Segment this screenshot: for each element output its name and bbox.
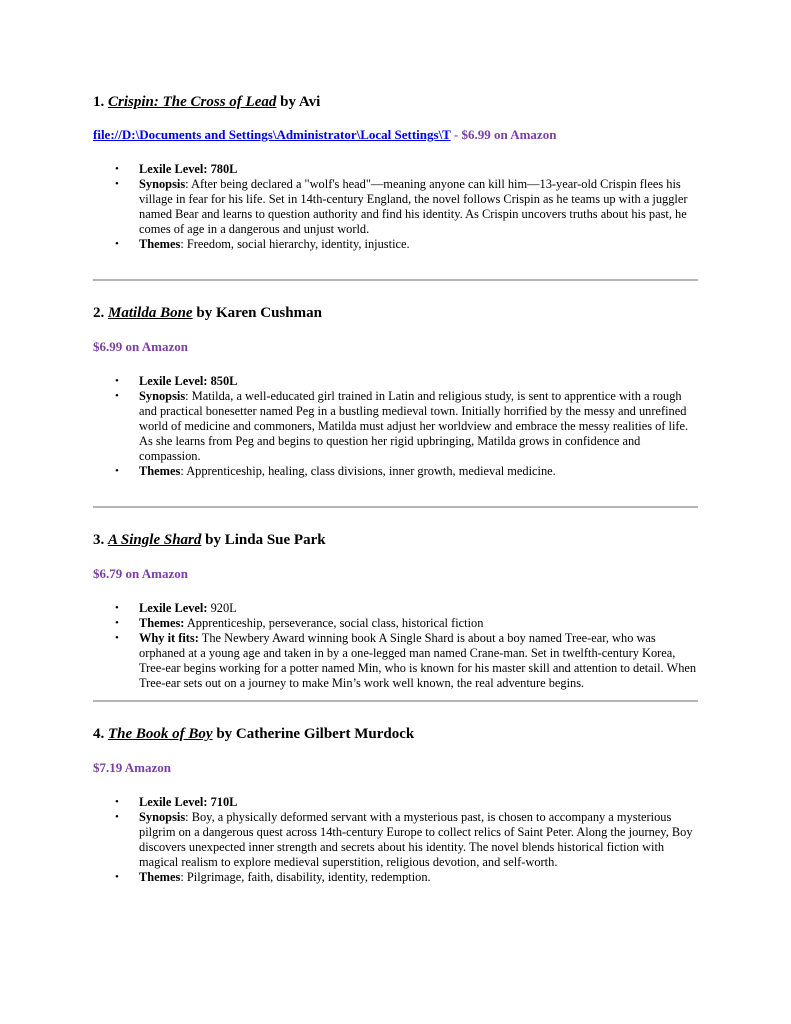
list-item-lexile bbox=[93, 795, 698, 810]
themes-label: Themes bbox=[139, 870, 181, 884]
book-number: 2. bbox=[93, 305, 105, 321]
section-divider bbox=[93, 506, 698, 508]
themes-text: Freedom, social hierarchy, identity, injustice. bbox=[186, 237, 410, 251]
book-title-link[interactable]: Crispin: The Cross of Lead bbox=[108, 94, 277, 110]
book-title-link[interactable]: Matilda Bone bbox=[108, 305, 193, 321]
bullet-icon: • bbox=[115, 811, 119, 823]
colon: : bbox=[185, 389, 189, 403]
list-item-themes bbox=[93, 464, 698, 479]
price-text: $6.99 on Amazon bbox=[93, 339, 188, 354]
file-link[interactable]: file://D:\Documents and Settings\Administrator\Local Settings\T bbox=[93, 127, 451, 142]
lexile-value: 850L bbox=[210, 374, 238, 388]
fits-text: The Newbery Award winning book A Single Shard is about a boy named Tree-ear, who was orphaned at a young age and taken in by a one-legged man named Crane-man. Set in twelfth-century Korea, Tree-ear begins working for a potter named Min, who is known for his master skill and attention to detail. When Tree-ear sets out on a journey to make Min’s work well known, the real adventure begins. bbox=[139, 631, 697, 690]
details-list bbox=[93, 162, 698, 252]
bullet-icon: • bbox=[115, 375, 119, 387]
themes-text: Apprenticeship, healing, class divisions, inner growth, medieval medicine. bbox=[186, 464, 556, 478]
bullet-icon: • bbox=[115, 632, 119, 644]
price-text: $6.79 on Amazon bbox=[93, 566, 188, 581]
synopsis-label: Synopsis bbox=[139, 177, 186, 191]
price-line bbox=[93, 760, 171, 776]
colon: : bbox=[203, 374, 208, 388]
bullet-icon: • bbox=[115, 238, 119, 250]
list-item-themes bbox=[93, 870, 698, 885]
bullet-icon: • bbox=[115, 796, 119, 808]
lexile-value: 920L bbox=[210, 601, 237, 615]
bullet-icon: • bbox=[115, 602, 119, 614]
price-line bbox=[93, 127, 556, 143]
price-line bbox=[93, 566, 188, 582]
list-item-lexile bbox=[93, 601, 698, 616]
price-line bbox=[93, 339, 188, 355]
synopsis-text: Matilda, a well-educated girl trained in Latin and religious study, is sent to apprentice with a rough and practical bonesetter named Peg in a bustling medieval town. Initially horrified by the messy and unrefined world of medicine and commoners, Matilda must adjust her worldview and embrace the messy realities of life. As she learns from Peg and begins to question her rigid upbringing, Matilda grows in confidence and compassion. bbox=[139, 389, 689, 463]
bullet-icon: • bbox=[115, 178, 119, 190]
lexile-value: 710L bbox=[210, 795, 238, 809]
book-heading bbox=[93, 93, 320, 111]
section-divider bbox=[93, 279, 698, 281]
book-heading bbox=[93, 725, 414, 743]
themes-label: Themes: bbox=[139, 616, 185, 630]
details-list bbox=[93, 374, 698, 479]
colon: : bbox=[203, 795, 208, 809]
bullet-icon: • bbox=[115, 871, 119, 883]
book-title-link[interactable]: The Book of Boy bbox=[108, 726, 213, 742]
lexile-value: 780L bbox=[210, 162, 238, 176]
colon: : bbox=[185, 177, 189, 191]
book-heading bbox=[93, 531, 326, 549]
themes-label: Themes bbox=[139, 464, 181, 478]
book-author: by Karen Cushman bbox=[196, 305, 322, 321]
price-text: - $6.99 on Amazon bbox=[453, 127, 557, 142]
list-item-synopsis bbox=[93, 177, 698, 237]
list-item-synopsis bbox=[93, 389, 698, 464]
colon: : bbox=[180, 464, 184, 478]
price-text: $7.19 Amazon bbox=[93, 760, 171, 775]
synopsis-text: After being declared a "wolf's head"—meaning anyone can kill him—13-year-old Crispin flees his village in fear for his life. Set in 14th-century England, the novel follows Crispin as he teams up with a juggler named Bear and learns to question authority and find his identity. As Crispin uncovers truths about his past, he comes of age in a dangerous and unjust world. bbox=[139, 177, 688, 236]
list-item-themes bbox=[93, 237, 698, 252]
list-item-themes bbox=[93, 616, 698, 631]
book-author: by Catherine Gilbert Murdock bbox=[216, 726, 415, 742]
book-number: 3. bbox=[93, 532, 105, 548]
book-author: by Linda Sue Park bbox=[205, 532, 326, 548]
themes-text: Apprenticeship, perseverance, social class, historical fiction bbox=[186, 616, 484, 630]
list-item-why-it-fits bbox=[93, 631, 698, 691]
synopsis-text: Boy, a physically deformed servant with a mysterious past, is chosen to accompany a mysterious pilgrim on a dangerous quest across 14th-century Europe to collect relics of Saint Peter. Along the journey, Boy discovers unexpected inner strength and secrets about his identity. The novel blends historical fiction with magical realism to explore medieval superstition, religious devotion, and self-worth. bbox=[139, 810, 693, 869]
book-author: by Avi bbox=[280, 94, 321, 110]
lexile-label: Lexile Level: bbox=[139, 601, 208, 615]
synopsis-label: Synopsis bbox=[139, 389, 186, 403]
list-item-lexile bbox=[93, 162, 698, 177]
book-heading bbox=[93, 304, 322, 322]
book-number: 1. bbox=[93, 94, 105, 110]
colon: : bbox=[180, 237, 184, 251]
colon: : bbox=[180, 870, 184, 884]
lexile-label: Lexile Level bbox=[139, 374, 204, 388]
themes-text: Pilgrimage, faith, disability, identity, redemption. bbox=[186, 870, 431, 884]
section-divider bbox=[93, 700, 698, 702]
details-list bbox=[93, 795, 698, 885]
list-item-synopsis bbox=[93, 810, 698, 870]
book-number: 4. bbox=[93, 726, 105, 742]
book-title-link[interactable]: A Single Shard bbox=[108, 532, 202, 548]
synopsis-label: Synopsis bbox=[139, 810, 186, 824]
fits-label: Why it fits: bbox=[139, 631, 199, 645]
themes-label: Themes bbox=[139, 237, 181, 251]
bullet-icon: • bbox=[115, 617, 119, 629]
bullet-icon: • bbox=[115, 465, 119, 477]
bullet-icon: • bbox=[115, 390, 119, 402]
colon: : bbox=[185, 810, 189, 824]
bullet-icon: • bbox=[115, 163, 119, 175]
lexile-label: Lexile Level bbox=[139, 795, 204, 809]
list-item-lexile bbox=[93, 374, 698, 389]
colon: : bbox=[203, 162, 208, 176]
details-list bbox=[93, 601, 698, 691]
lexile-label: Lexile Level bbox=[139, 162, 204, 176]
